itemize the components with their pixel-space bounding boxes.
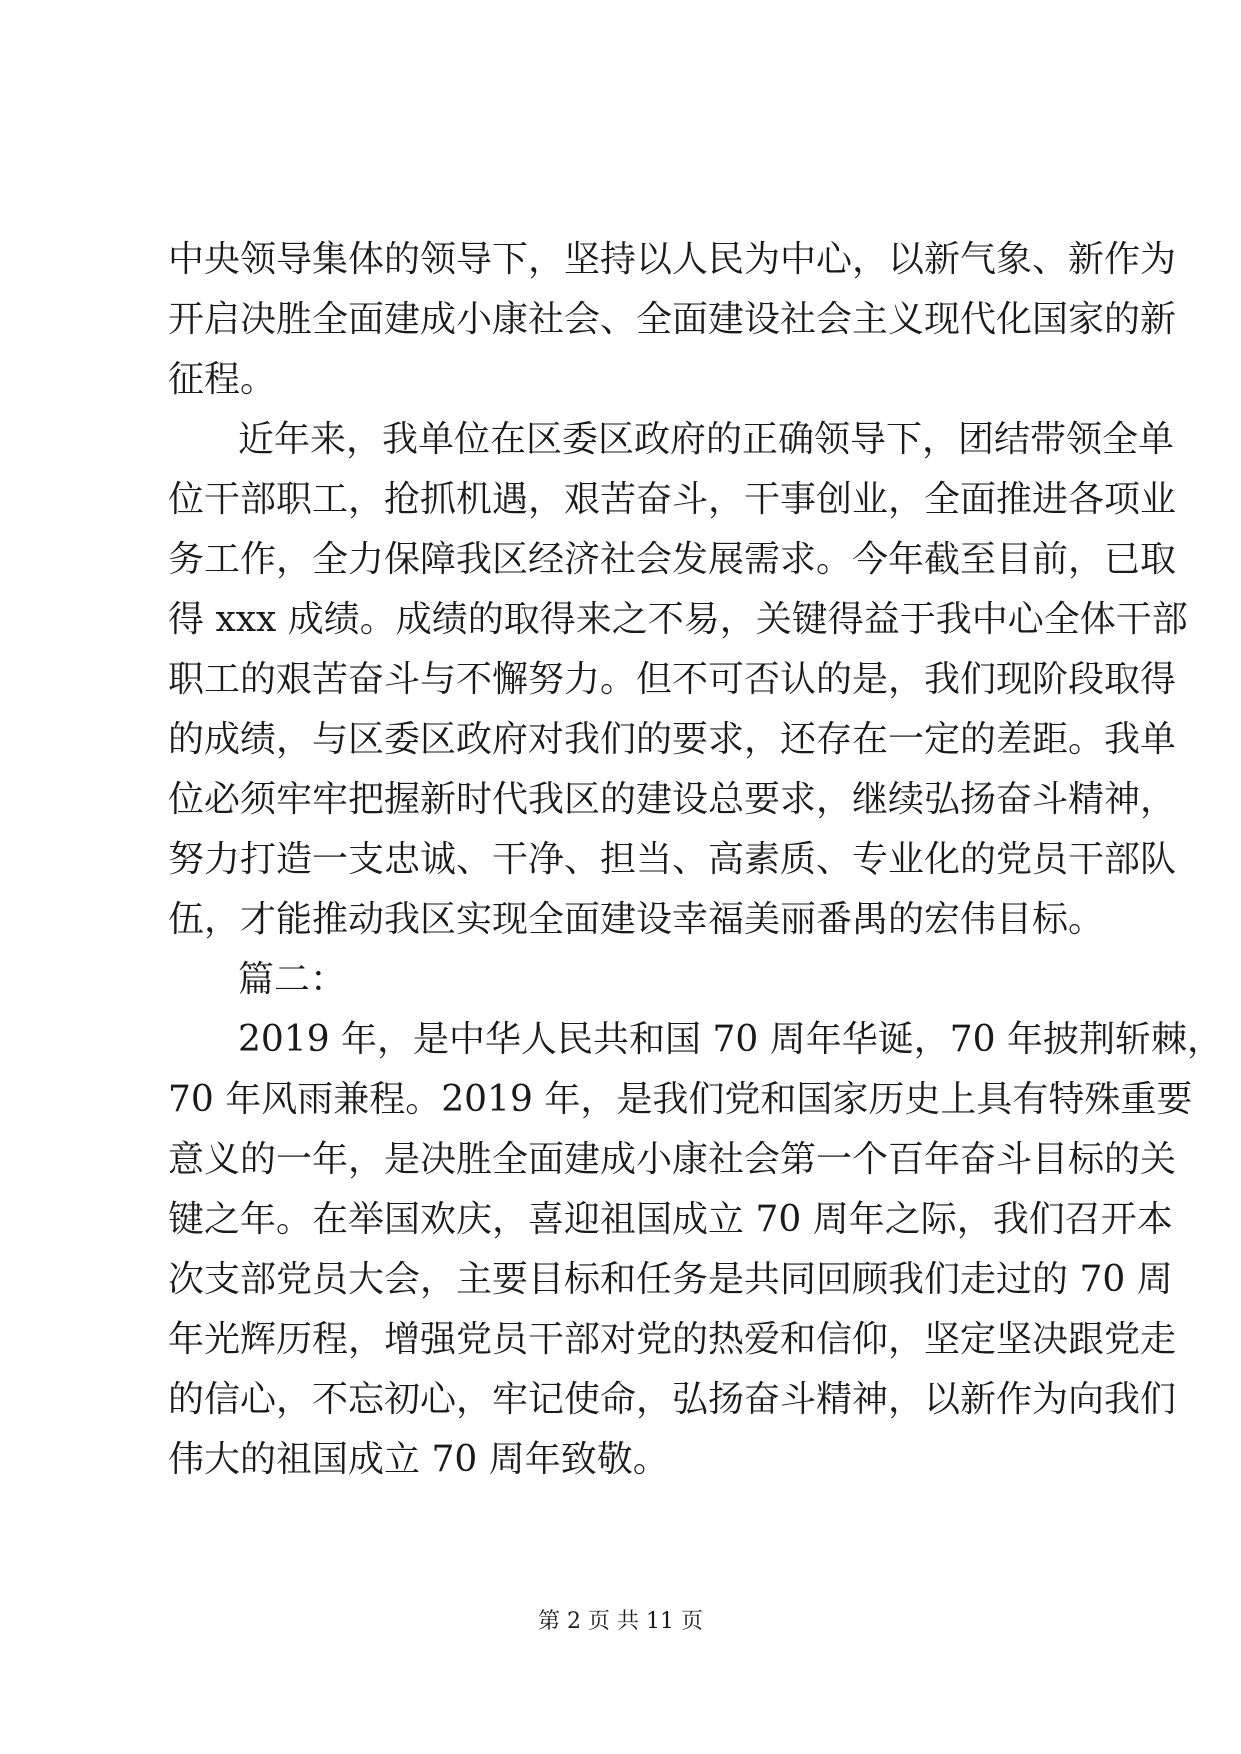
text-line: 得 xxx 成绩。成绩的取得来之不易，关键得益于我中心全体干部 [168, 599, 1188, 640]
page-number-footer: 第 2 页 共 11 页 [538, 1609, 703, 1634]
text-line: 意义的一年，是决胜全面建成小康社会第一个百年奋斗目标的关 [168, 1139, 1177, 1180]
text-line: 中央领导集体的领导下，坚持以人民为中心，以新气象、新作为 [168, 239, 1177, 280]
text-line: 伟大的祖国成立 70 周年致敬。 [168, 1439, 669, 1480]
text-line: 70 年风雨兼程。2019 年，是我们党和国家历史上具有特殊重要 [168, 1079, 1193, 1120]
text-line: 务工作，全力保障我区经济社会发展需求。今年截至目前，已取 [168, 539, 1177, 580]
text-line: 2019 年，是中华人民共和国 70 周年华诞，70 年披荆斩棘， [238, 1019, 1224, 1060]
text-line: 位干部职工，抢抓机遇，艰苦奋斗，干事创业，全面推进各项业 [168, 479, 1177, 520]
text-line: 职工的艰苦奋斗与不懈努力。但不可否认的是，我们现阶段取得 [168, 659, 1177, 700]
text-line: 征程。 [168, 359, 277, 400]
text-line: 次支部党员大会，主要目标和任务是共同回顾我们走过的 70 周 [168, 1259, 1173, 1300]
text-line: 年光辉历程，增强党员干部对党的热爱和信仰，坚定坚决跟党走 [168, 1319, 1177, 1360]
text-line: 近年来，我单位在区委区政府的正确领导下，团结带领全单 [238, 419, 1175, 460]
text-line: 键之年。在举国欢庆，喜迎祖国成立 70 周年之际，我们召开本 [168, 1199, 1173, 1240]
text-line: 的信心，不忘初心，牢记使命，弘扬奋斗精神，以新作为向我们 [168, 1379, 1177, 1420]
text-line: 的成绩，与区委区政府对我们的要求，还存在一定的差距。我单 [168, 719, 1177, 760]
text-line: 位必须牢牢把握新时代我区的建设总要求，继续弘扬奋斗精神， [168, 779, 1177, 820]
text-line: 努力打造一支忠诚、干净、担当、高素质、专业化的党员干部队 [168, 839, 1177, 880]
document-body [168, 230, 1224, 1490]
section-heading: 篇二： [238, 959, 347, 1000]
text-line: 开启决胜全面建成小康社会、全面建设社会主义现代化国家的新 [168, 299, 1177, 340]
text-line: 伍，才能推动我区实现全面建设幸福美丽番禺的宏伟目标。 [168, 899, 1105, 940]
